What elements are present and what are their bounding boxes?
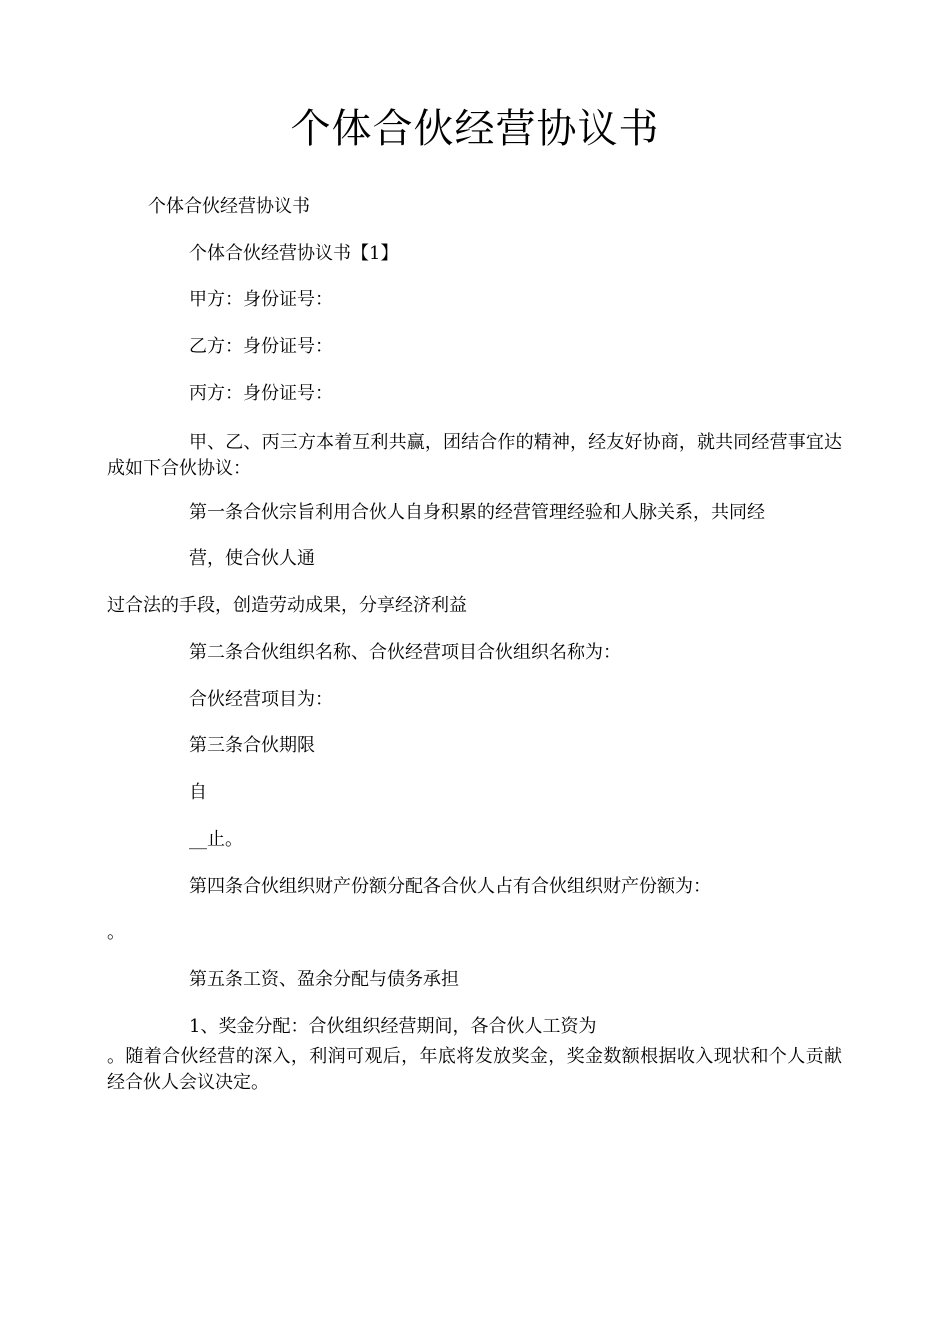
preamble-paragraph: 甲、乙、丙三方本着互利共赢，团结合作的精神，经友好协商，就共同经营事宜达成如下合伙协议： (107, 432, 842, 479)
doc-subtitle: 个体合伙经营协议书 (148, 196, 310, 217)
article-4-ending: 。 (107, 922, 125, 943)
article-4-line: 第四条合伙组织财产份额分配各合伙人占有合伙组织财产份额为： (189, 876, 711, 897)
article-1-continuation: 营，使合伙人通 (189, 548, 315, 569)
business-project-line: 合伙经营项目为： (189, 689, 333, 710)
article-1-line: 第一条合伙宗旨利用合伙人自身积累的经营管理经验和人脉关系，共同经 (189, 502, 765, 523)
article-3-line: 第三条合伙期限 (189, 735, 315, 756)
article-2-line: 第二条合伙组织名称、合伙经营项目合伙组织名称为： (189, 642, 621, 663)
term-start-line: 自 (189, 782, 207, 803)
document-title: 个体合伙经营协议书 (290, 106, 660, 152)
party-b-line: 乙方：身份证号： (189, 336, 333, 357)
term-end-line: __止。 (189, 829, 243, 850)
article-1-ending: 过合法的手段，创造劳动成果，分享经济利益 (107, 595, 467, 616)
agreement-heading: 个体合伙经营协议书【1】 (189, 243, 399, 264)
party-c-line: 丙方：身份证号： (189, 383, 333, 404)
article-5-line: 第五条工资、盈余分配与债务承担 (189, 969, 459, 990)
bonus-distribution-paragraph: 。随着合伙经营的深入，利润可观后，年底将发放奖金，奖金数额根据收入现状和个人贡献经合伙人会议决定。 (107, 1046, 842, 1093)
party-a-line: 甲方：身份证号： (189, 289, 333, 310)
bonus-distribution-line: 1、奖金分配：合伙组织经营期间，各合伙人工资为 (189, 1016, 597, 1037)
